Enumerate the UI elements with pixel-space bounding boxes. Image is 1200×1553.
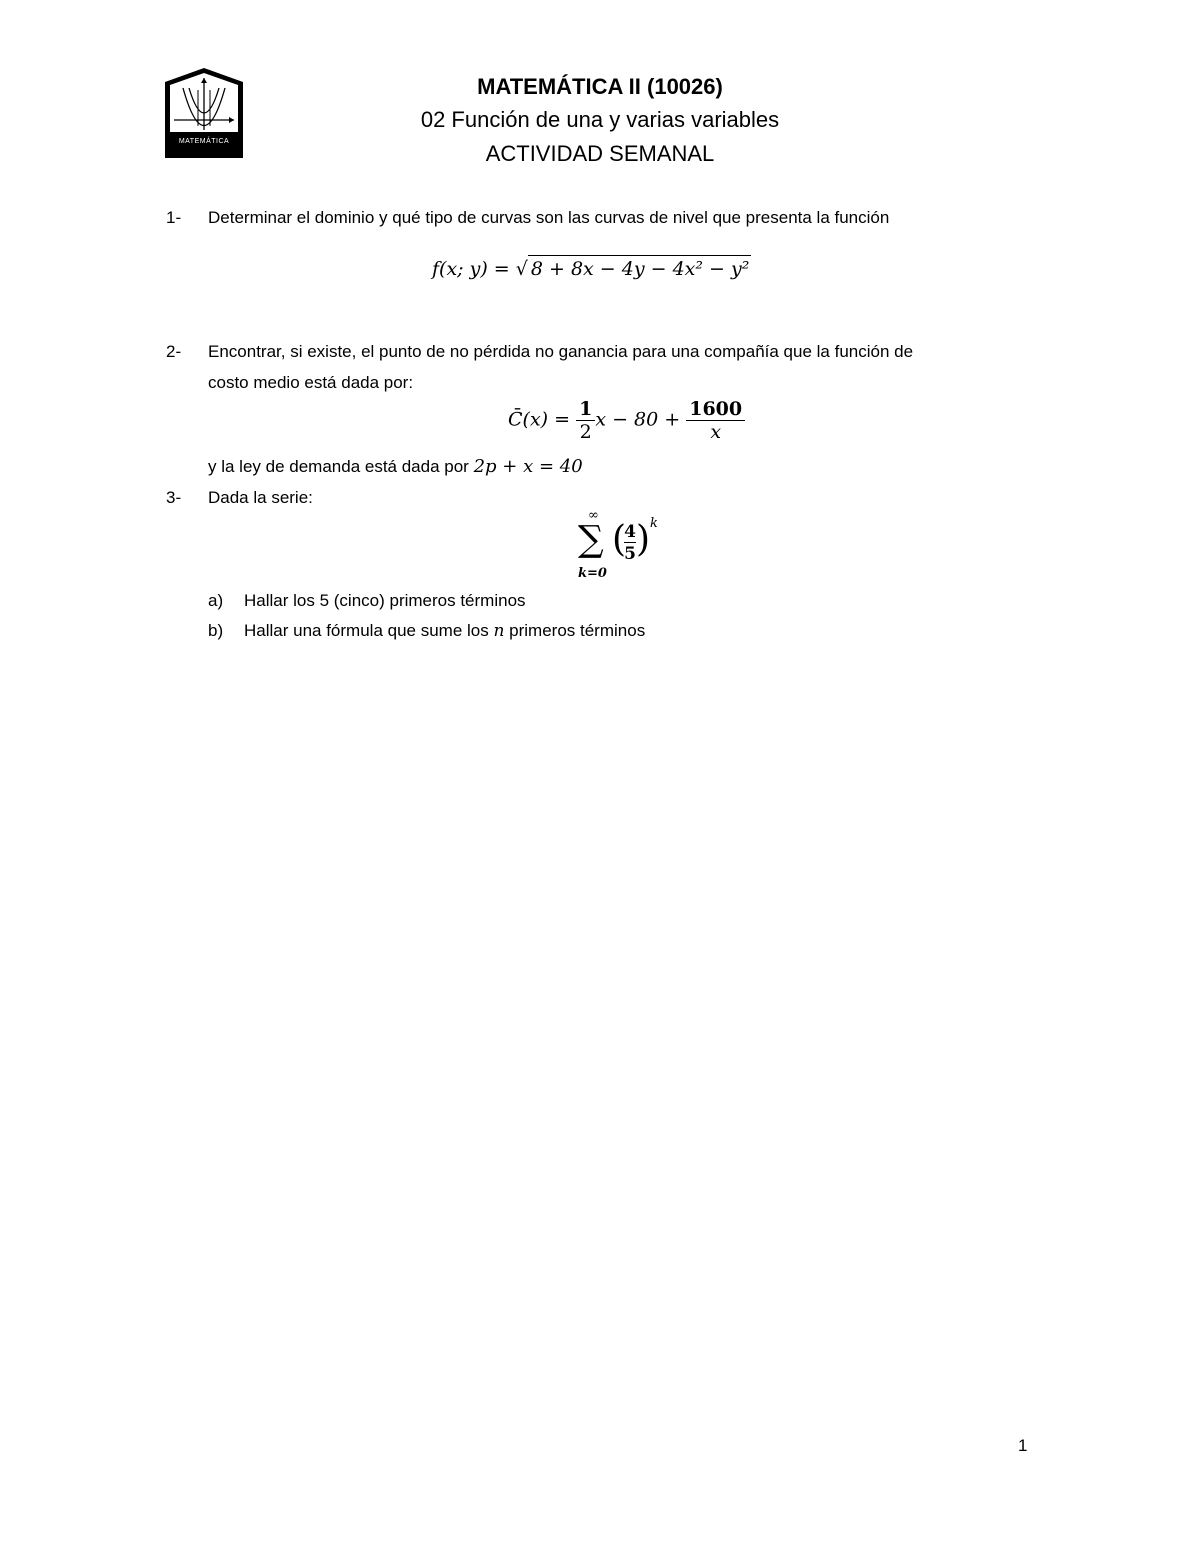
course-title: MATEMÁTICA II (10026) bbox=[477, 74, 723, 99]
item-b-text-before: Hallar una fórmula que sume los bbox=[244, 621, 489, 640]
course-logo bbox=[165, 68, 243, 158]
activity-heading: ACTIVIDAD SEMANAL bbox=[485, 141, 715, 166]
exercise-2-number: 2- bbox=[166, 342, 182, 361]
exercise-2-text-line1: Encontrar, si existe, el punto de no pérdida no ganancia para una compañía que la función de bbox=[208, 342, 914, 361]
cost-fraction-half bbox=[576, 398, 595, 443]
item-a-label: a) bbox=[208, 591, 224, 610]
sum-lower-limit: k=0 bbox=[578, 566, 607, 581]
demand-text: y la ley de demanda está dada por bbox=[208, 457, 469, 476]
item-b-text bbox=[244, 621, 645, 641]
demand-law bbox=[208, 456, 583, 477]
function-radicand: 8 + 8x − 4y − 4x² − y² bbox=[528, 255, 751, 280]
series-exponent: k bbox=[650, 516, 658, 531]
exercise-1-number: 1- bbox=[166, 208, 182, 227]
cost-frac2-numerator: 1600 bbox=[686, 398, 745, 421]
series-frac-den: 5 bbox=[624, 544, 636, 564]
cost-lhs: C̄(x) = bbox=[508, 408, 571, 431]
exercise-1-text: Determinar el dominio y qué tipo de curvas son las curvas de nivel que presenta la función bbox=[208, 208, 890, 227]
item-b-variable: n bbox=[493, 621, 505, 641]
sum-upper-limit: ∞ bbox=[588, 508, 599, 523]
item-a-text: Hallar los 5 (cinco) primeros términos bbox=[244, 591, 526, 610]
exercise-1-formula bbox=[432, 258, 751, 280]
function-lhs: f(x; y) = bbox=[432, 258, 510, 280]
unit-subtitle: 02 Función de una y varias variables bbox=[420, 107, 780, 132]
left-paren: ( bbox=[612, 519, 627, 560]
exercise-2-text-line2: costo medio está dada por: bbox=[208, 373, 414, 392]
logo-label: MATEMÁTICA bbox=[178, 138, 230, 145]
cost-function-formula bbox=[508, 398, 745, 443]
cost-middle-term: x − 80 + bbox=[595, 408, 681, 431]
item-b-text-after: primeros términos bbox=[509, 621, 646, 640]
cost-frac1-numerator: 1 bbox=[576, 398, 595, 421]
demand-equation: 2p + x = 40 bbox=[473, 456, 583, 477]
sum-symbol: ∑ bbox=[578, 519, 604, 560]
cost-frac1-denominator: 2 bbox=[579, 421, 592, 443]
sqrt-symbol: √ bbox=[515, 258, 528, 280]
page-number: 1 bbox=[1018, 1436, 1028, 1455]
exercise-3-text: Dada la serie: bbox=[208, 488, 313, 507]
cost-fraction-fixed bbox=[686, 398, 745, 443]
cost-frac2-denominator: x bbox=[710, 421, 722, 443]
item-b-label: b) bbox=[208, 621, 224, 640]
series-formula bbox=[572, 508, 662, 586]
exercise-3-number: 3- bbox=[166, 488, 182, 507]
right-paren: ) bbox=[636, 519, 651, 560]
series-frac-num: 4 bbox=[624, 522, 636, 542]
